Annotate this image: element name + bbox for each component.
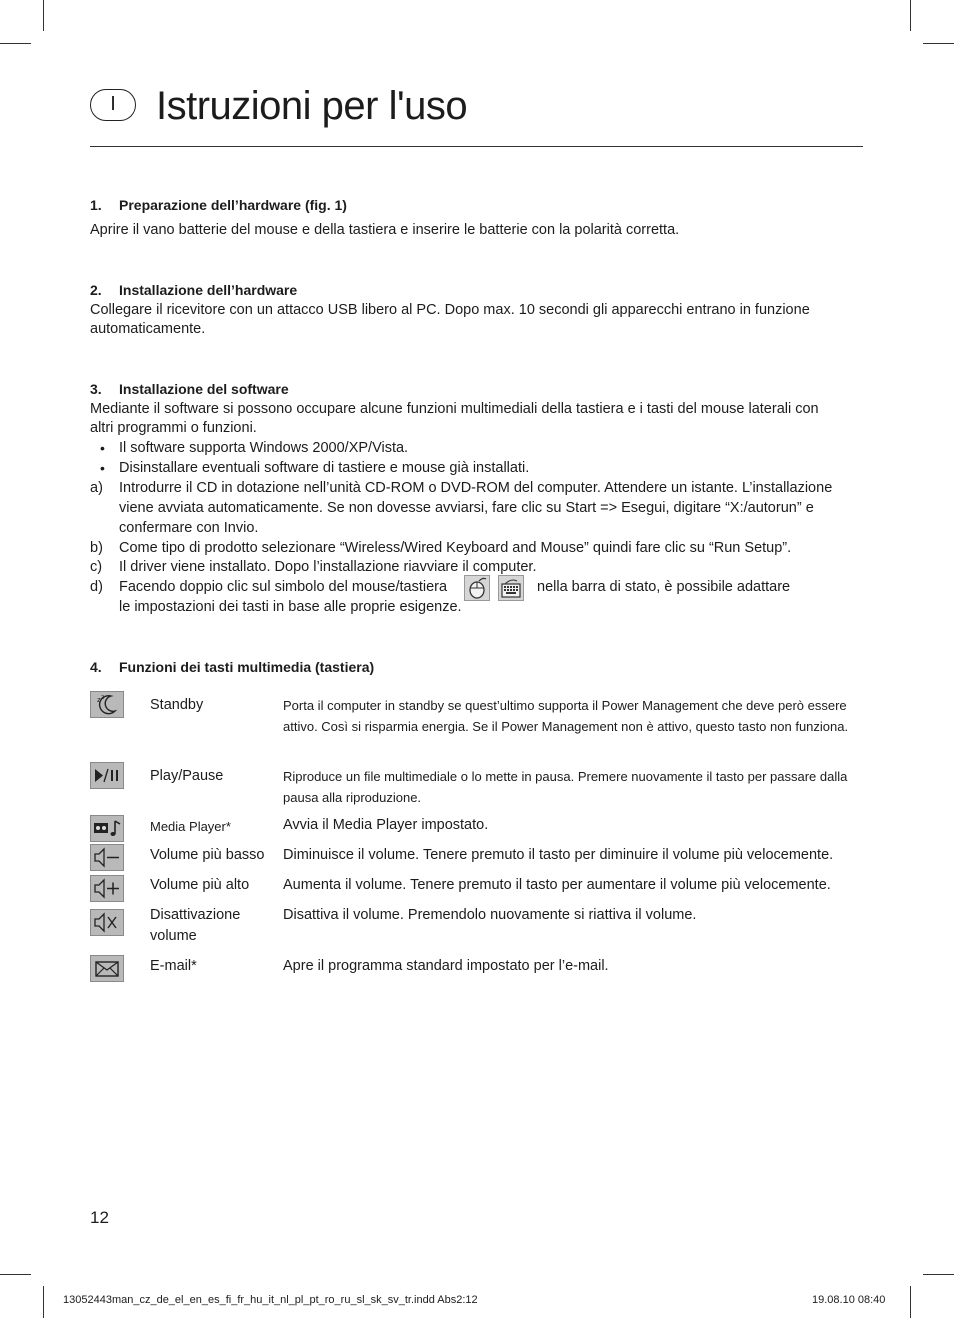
key-description: Apre il programma standard impostato per l’e-mail.: [283, 958, 609, 974]
key-name: Volume più alto: [150, 877, 250, 893]
step-b-text: Come tipo di prodotto selezionare “Wireless/Wired Keyboard and Mouse” quindi fare clic su “Run Setup”.: [119, 540, 792, 556]
svg-text:z: z: [101, 694, 105, 701]
mute-icon: [90, 909, 124, 936]
media-player-icon: [90, 815, 124, 842]
crop-mark: [923, 43, 954, 44]
footer-date: 19.08.10 08:40: [812, 1294, 886, 1306]
crop-mark: [43, 0, 44, 31]
step-d-text: Facendo doppio clic sul simbolo del mouse/tastiera: [119, 579, 448, 595]
section-3-intro: Mediante il software si possono occupare alcune funzioni multimediali della tastiera e i tasti del mouse laterali con: [90, 401, 819, 417]
step-d-text: le impostazioni dei tasti in base alle proprie esigenze.: [119, 599, 462, 615]
volume-down-icon: [90, 844, 124, 871]
header-divider: [90, 146, 863, 147]
key-name: Standby: [150, 697, 204, 713]
key-description: Disattiva il volume. Premendolo nuovamente si riattiva il volume.: [283, 907, 697, 923]
standby-icon: [90, 691, 124, 718]
step-a-text: Introdurre il CD in dotazione nell’unità CD-ROM o DVD-ROM del computer. Attendere un istante. L’installazione: [119, 480, 833, 496]
bullet: •: [100, 440, 105, 456]
play-pause-icon: [90, 762, 124, 789]
key-description: Avvia il Media Player impostato.: [283, 817, 489, 833]
key-name: E-mail*: [150, 958, 197, 974]
section-3-intro: altri programmi o funzioni.: [90, 420, 257, 436]
key-description: Aumenta il volume. Tenere premuto il tasto per aumentare il volume più velocemente.: [283, 877, 831, 893]
key-name: Volume più basso: [150, 847, 265, 863]
crop-mark: [43, 1286, 44, 1318]
key-name: Play/Pause: [150, 768, 224, 784]
bullet: •: [100, 460, 105, 476]
section-2-text: automaticamente.: [90, 321, 206, 337]
keyboard-tray-icon: [498, 575, 524, 601]
crop-mark: [0, 1274, 31, 1275]
crop-mark: [910, 1286, 911, 1318]
section-1-heading: 1. Preparazione dell’hardware (fig. 1): [90, 197, 347, 213]
page-title: Istruzioni per l'uso: [156, 84, 468, 128]
section-2-text: Collegare il ricevitore con un attacco USB libero al PC. Dopo max. 10 secondi gli apparecchi entrano in funzione: [90, 302, 810, 318]
step-a-text: viene avviata automaticamente. Se non dovesse avviarsi, fare clic su Start => Esegui, digitare “X:/autorun” e: [119, 500, 814, 516]
mouse-tray-icon: [464, 575, 490, 601]
email-icon: [90, 955, 124, 982]
key-name: Media Player*: [150, 819, 231, 834]
crop-mark: [910, 0, 911, 31]
crop-mark: [0, 43, 31, 44]
key-description: Riproduce un file multimediale o lo mette in pausa. Premere nuovamente il tasto per passare dalla pausa alla riproduzione.: [283, 769, 848, 805]
section-4-heading: 4. Funzioni dei tasti multimedia (tastiera): [90, 659, 375, 675]
step-marker: a): [90, 480, 103, 496]
section-3-heading: 3. Installazione del software: [90, 381, 289, 397]
step-d-text: nella barra di stato, è possibile adattare: [537, 579, 791, 595]
step-a-text: confermare con Invio.: [119, 520, 259, 536]
svg-text:z: z: [97, 696, 101, 704]
page-number: 12: [90, 1208, 109, 1227]
list-item: Disinstallare eventuali software di tastiere e mouse già installati.: [119, 460, 530, 476]
crop-mark: [923, 1274, 954, 1275]
step-marker: d): [90, 579, 103, 595]
step-c-text: Il driver viene installato. Dopo l’installazione riavviare il computer.: [119, 559, 537, 575]
section-1-text: Aprire il vano batterie del mouse e della tastiera e inserire le batterie con la polarità corretta.: [90, 222, 680, 238]
language-badge: I: [90, 89, 136, 121]
step-marker: c): [90, 559, 103, 575]
key-description: Diminuisce il volume. Tenere premuto il tasto per diminuire il volume più velocemente.: [283, 847, 834, 863]
key-description: Porta il computer in standby se quest’ultimo supporta il Power Management che deve però essere attivo. Così si risparmia energia. Se il Power Management non è attivo, questo tasto non funziona.: [283, 698, 849, 734]
step-marker: b): [90, 540, 103, 556]
key-name: Disattivazione volume: [150, 907, 241, 944]
page-header: [90, 82, 863, 146]
section-2-heading: 2. Installazione dell’hardware: [90, 282, 298, 298]
volume-up-icon: [90, 875, 124, 902]
list-item: Il software supporta Windows 2000/XP/Vista.: [119, 440, 409, 456]
footer-file-info: 13052443man_cz_de_el_en_es_fi_fr_hu_it_nl_pl_pt_ro_ru_sl_sk_sv_tr.indd Abs2:12: [63, 1294, 478, 1306]
